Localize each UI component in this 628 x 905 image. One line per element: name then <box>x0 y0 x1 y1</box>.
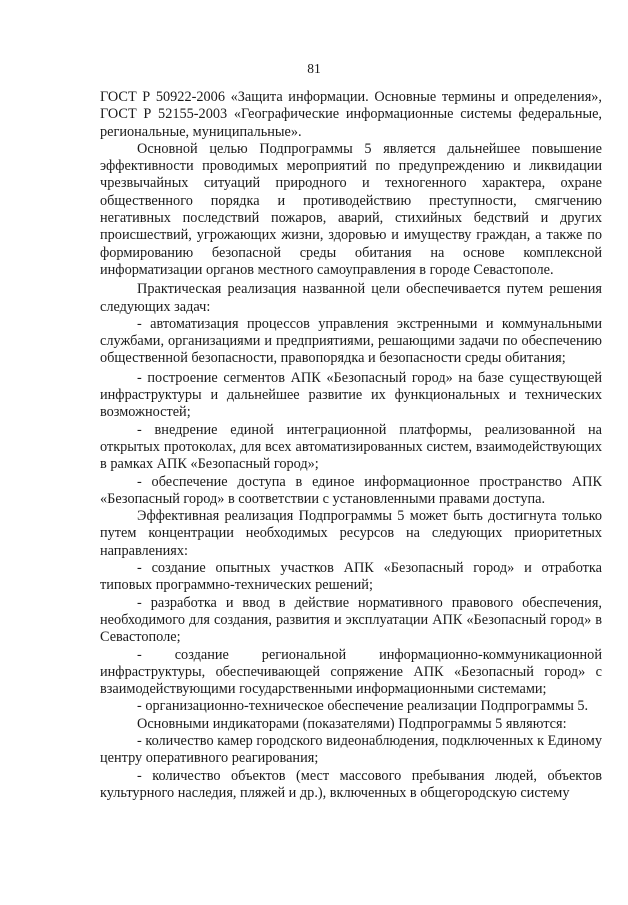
paragraph-indicators-intro: Основными индикаторами (показателями) Подпрограммы 5 являются: <box>137 715 567 732</box>
list-item: - создание региональной информационно-коммуникационной инфраструктуры, обеспечивающей сопряжение АПК «Безопасный город» с взаимодействующими государственными информационными системами; <box>100 646 602 698</box>
paragraph-main-goal: Основной целью Подпрограммы 5 является дальнейшее повышение эффективности проводимых мероприятий по предупреждению и ликвидации чрезвычайных ситуаций природного и техногенного характера, охране общественного порядка и противодействию преступности, смягчению негативных последствий пожаров, аварий, стихийных бедствий и других происшествий, угрожающих жизни, здоровью и имуществу граждан, а также по формированию безопасной среды обитания на основе комплексной информатизации органов местного самоуправления в городе Севастополе. <box>100 140 602 278</box>
paragraph-tasks-intro: Практическая реализация названной цели обеспечивается путем решения следующих задач: <box>100 281 602 315</box>
list-item: - количество камер городского видеонаблюдения, подключенных к Единому центру оперативного реагирования; <box>100 732 602 767</box>
page-number: 81 <box>307 61 321 76</box>
list-item: - организационно-техническое обеспечение реализации Подпрограммы 5. <box>137 698 589 715</box>
list-item: - построение сегментов АПК «Безопасный город» на базе существующей инфраструктуры и дальнейшее развитие их функциональных и технических возможностей; <box>100 369 602 421</box>
paragraph-priorities-intro: Эффективная реализация Подпрограммы 5 может быть достигнута только путем концентрации необходимых ресурсов на следующих приоритетных направлениях: <box>100 508 602 559</box>
list-item: - обеспечение доступа в единое информационное пространство АПК «Безопасный город» в соответствии с установленными правами доступа. <box>100 473 602 507</box>
list-item: - внедрение единой интеграционной платформы, реализованной на открытых протоколах, для всех автоматизированных систем, взаимодействующих в рамках АПК «Безопасный город»; <box>100 421 602 473</box>
list-item: - количество объектов (мест массового пребывания людей, объектов культурного наследия, пляжей и др.), включенных в общегородскую систему <box>100 767 602 801</box>
list-item: - разработка и ввод в действие нормативного правового обеспечения, необходимого для создания, развития и эксплуатации АПК «Безопасный город» в Севастополе; <box>100 594 602 646</box>
list-item: - создание опытных участков АПК «Безопасный город» и отработка типовых программно-технических решений; <box>100 560 602 594</box>
paragraph-gost-references: ГОСТ Р 50922-2006 «Защита информации. Основные термины и определения», ГОСТ Р 52155-2003 «Географические информационные системы федеральные, региональные, муниципальные». <box>100 89 602 140</box>
document-body <box>100 89 602 802</box>
list-item: - автоматизация процессов управления экстренными и коммунальными службами, организациями и предприятиями, решающими задачи по обеспечению общественной безопасности, правопорядка и безопасности среды обитания; <box>100 315 602 367</box>
